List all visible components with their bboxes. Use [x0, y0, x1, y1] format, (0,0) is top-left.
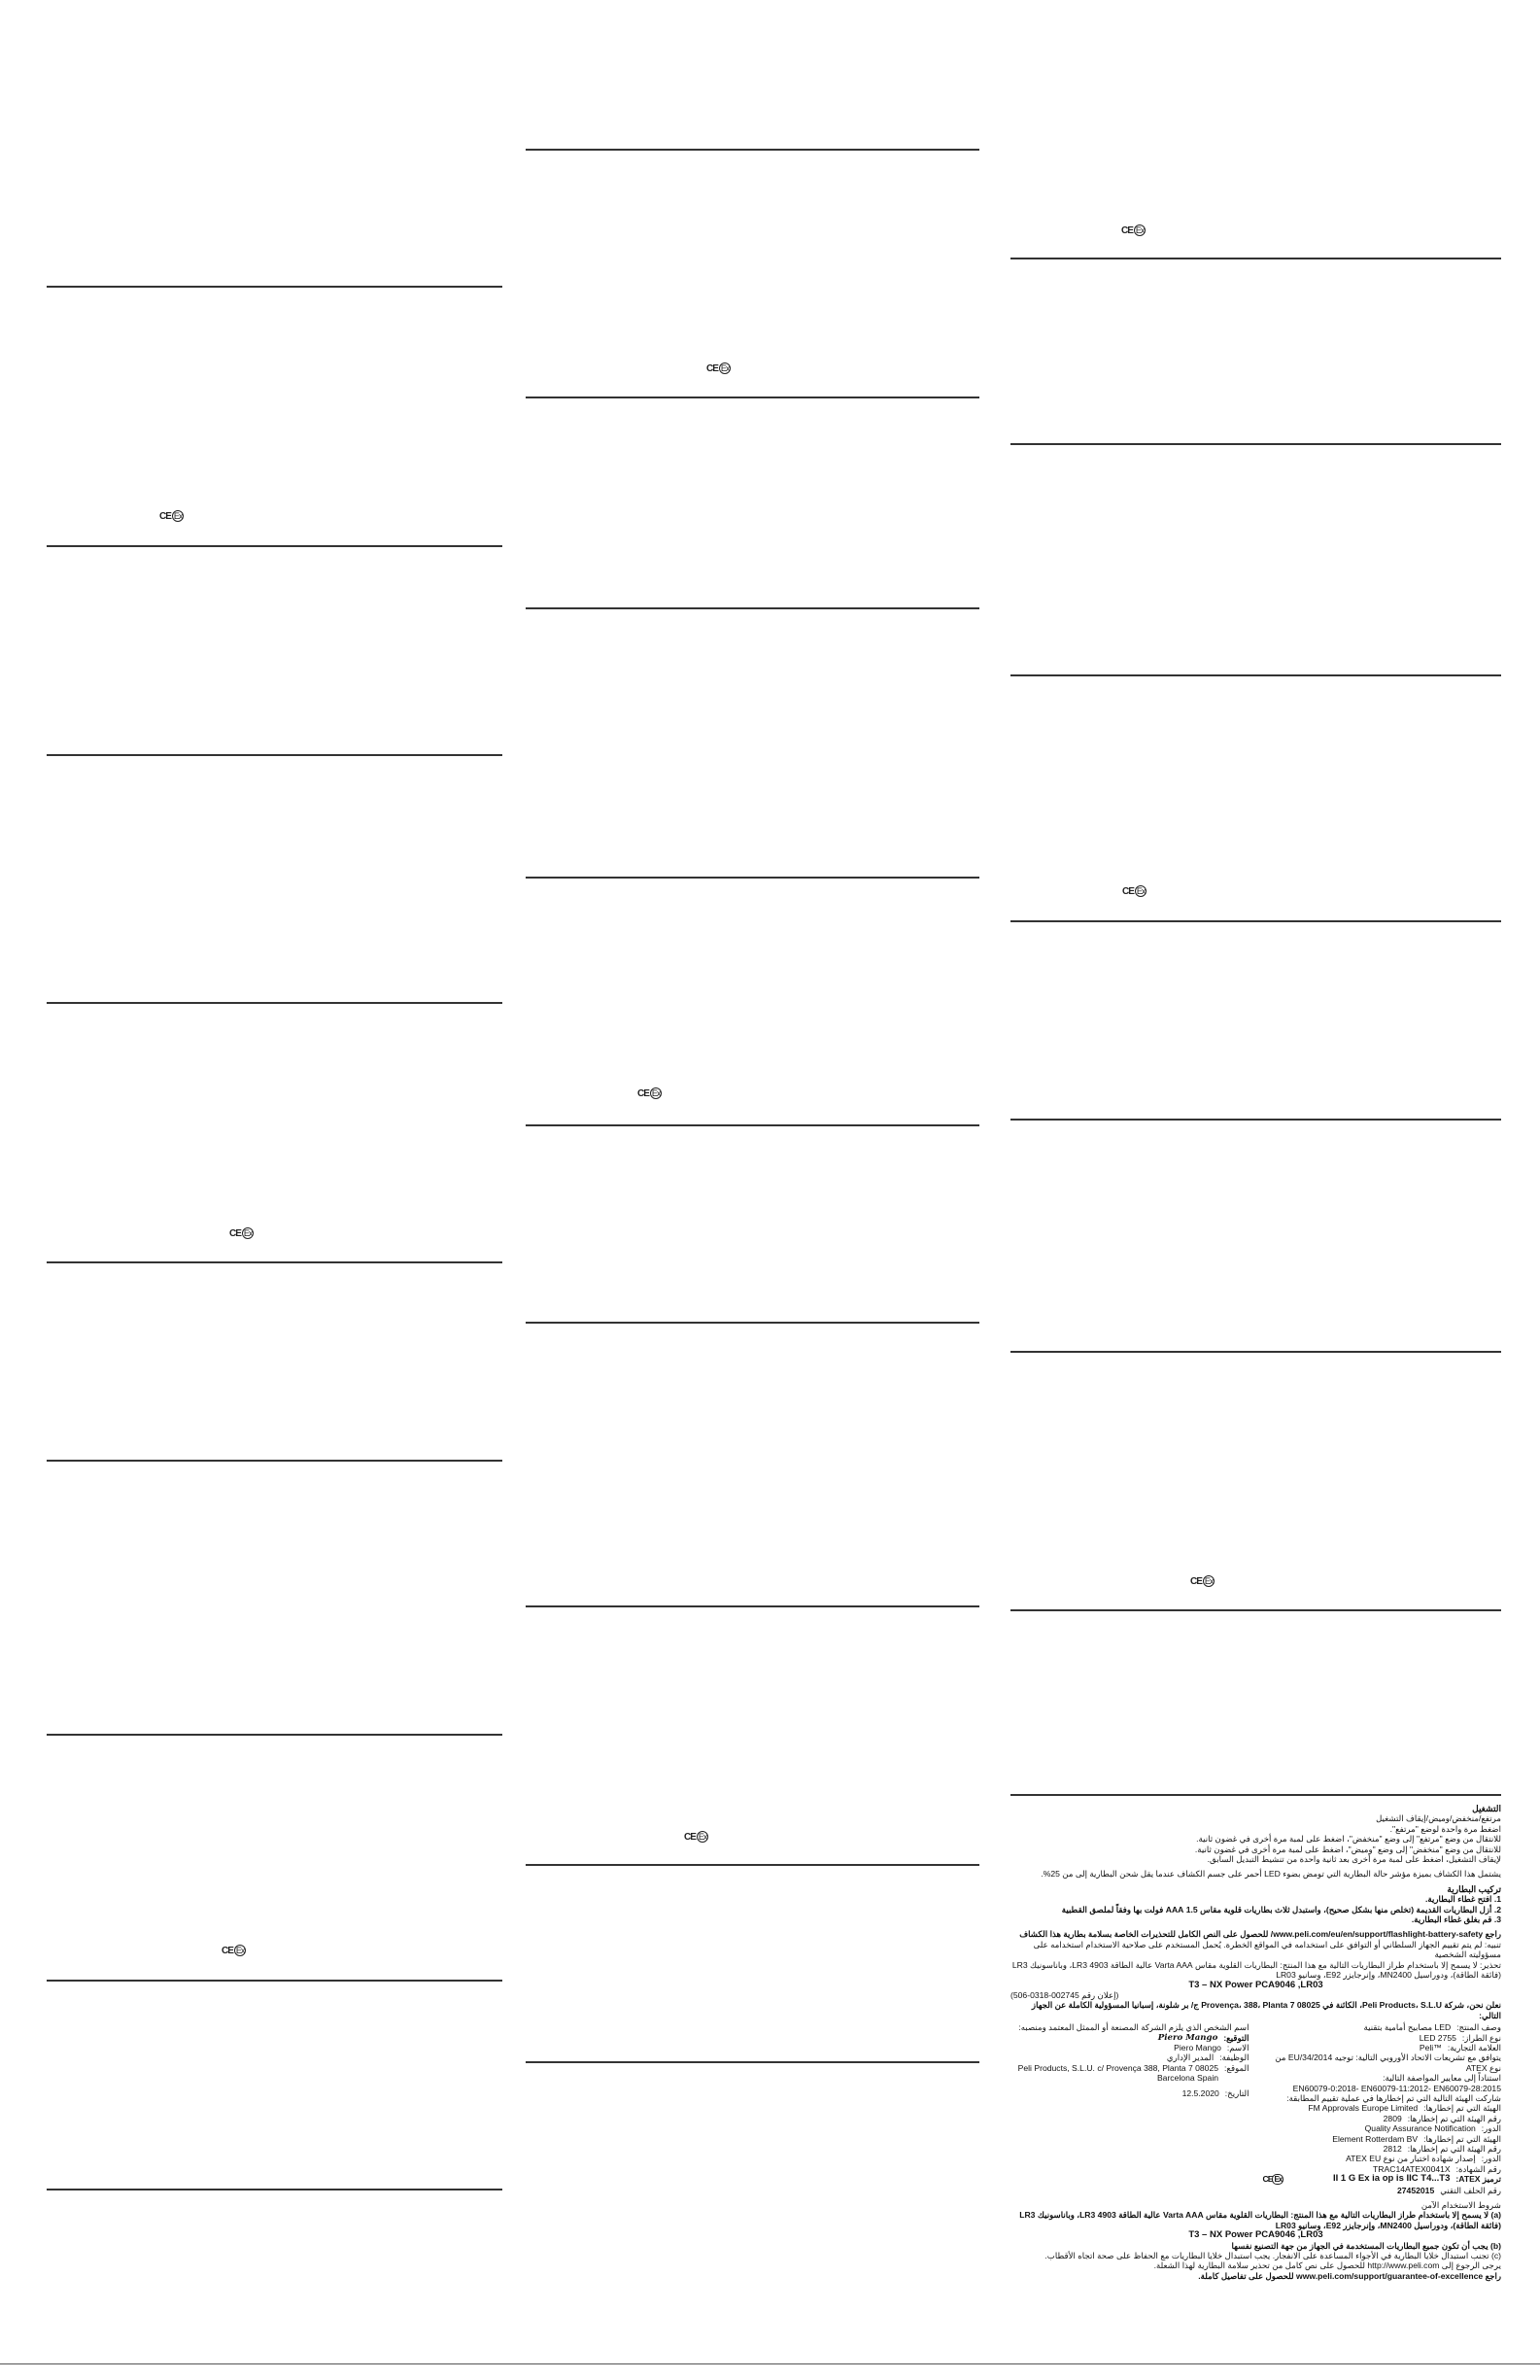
section-divider [47, 1734, 502, 1736]
decl-field: التوقيع: Piero Mango [1010, 2033, 1249, 2043]
ce-ex-mark: CE Ex [229, 1228, 253, 1239]
warning-models: T3 – NX Power PCA9046 ,LR03 [1188, 1979, 1323, 1990]
decl-field: رقم الهيئة التي تم إخطارها: 2809 [1383, 2113, 1501, 2123]
section-divider [526, 2061, 979, 2063]
decl-field: وصف المنتج: مصابيح أمامية بتقنية LED [1363, 2022, 1501, 2033]
signature: Piero Mango [1157, 2032, 1218, 2043]
operation-line: لإيقاف التشغيل، اضغط على لمبة مرة أخرى بعد ثانية واحدة من تنشيط التبديل السابق. [1207, 1854, 1501, 1865]
ce-ex-mark: CE Ex [1122, 886, 1146, 897]
signatory-intro: اسم الشخص الذي يلزم الشركة المصنعة أو الممثل المعتمد ومنصبه: [1018, 2022, 1249, 2033]
install-step: 2. أزل البطاريات القديمة (تخلص منها بشكل صحيح)، واستبدل ثلاث بطاريات قلوية مقاس 1.5 AAA فولت بها وفقاً لملصق القطبية [1061, 1904, 1501, 1914]
declaration-intro: نعلن نحن، شركة Peli Products، S.L.U، الكائنة في 08025 Provença، 388، Planta 7 ج/ بر شلونة، إسبانيا المسؤولية الكاملة عن الجهاز التالي: [1031, 2000, 1501, 2020]
ce-ex-mark: CE Ex [706, 363, 730, 374]
ce-ex-mark: CE Ex [684, 1832, 707, 1843]
section-divider [526, 1605, 979, 1607]
conditions-title: شروط الاستخدام الآمن [1420, 2200, 1501, 2211]
decl-field: التاريخ: 12.5.2020 [1181, 2087, 1249, 2098]
section-divider [1010, 1609, 1501, 1611]
section-divider [47, 754, 502, 756]
safety-reference-2: يرجى الرجوع إلى http://www.peli.com للحصول على نص كامل من تحذير سلامة البطارية لهذا الشعلة. [1153, 2260, 1501, 2271]
declaration-signatory-column [1010, 2022, 1249, 2195]
section-divider [1010, 1351, 1501, 1353]
safety-reference: راجع www.peli.com/eu/en/support/flashlight-battery-safety/ للحصول على النص الكامل للتحذيرات الخاصة بسلامة بطارية هذا الكشاف [1019, 1929, 1501, 1940]
section-divider [526, 397, 979, 398]
standards-list: EN60079-0:2018- EN60079-11:2012- EN60079-28:2015 [1292, 2083, 1501, 2093]
guarantee-reference: راجع www.peli.com/support/guarantee-of-excellence للحصول على تفاصيل كاملة. [1198, 2270, 1501, 2281]
install-step: 3. قم بغلق غطاء البطارية. [1411, 1914, 1501, 1925]
decl-field: رقم الهيئة التي تم إخطارها: 2812 [1383, 2144, 1501, 2154]
condition-c: (c) تجنب استبدال خلايا البطارية في الأجواء المساعدة على الانفجار. يجب استبدال خلايا البطاريات مع الحفاظ على صحة اتجاه الأقطاب. [1044, 2251, 1501, 2261]
install-step: 1. افتح غطاء البطارية. [1425, 1894, 1501, 1905]
atex-code-row: ترميز ATEX: II 1 G Ex ia op is IIC T4...T3 CE Ex [1262, 2173, 1501, 2185]
battery-indicator-text: يشتمل هذا الكشاف بميزة مؤشر حالة البطارية التي تومض بضوء LED أحمر على جسم الكشاف عندما يقل شحن البطارية إلى من 25%. [1041, 1869, 1501, 1880]
decl-field: الدور: Quality Assurance Notification [1364, 2123, 1501, 2134]
operation-line: للانتقال من وضع "مرتفع" إلى وضع "منخفض"، اضغط على لمبة مرة أخرى في غضون ثانية. [1196, 1834, 1501, 1845]
operation-line: اضغط مرة واحدة لوضع "مرتفع". [1389, 1823, 1501, 1834]
decl-field: الوظيفة: المدير الإداري [1166, 2052, 1249, 2063]
section-divider [47, 1980, 502, 1982]
ce-ex-mark: CE Ex [222, 1946, 245, 1956]
decl-field: الهيئة التي تم إخطارها: FM Approvals Europe Limited [1308, 2103, 1501, 2114]
decl-field: الدور: إصدار شهادة اختبار من نوع ATEX EU [1346, 2154, 1501, 2164]
operation-sequence: مرتفع/منخفض/وميض/إيقاف التشغيل [1376, 1813, 1501, 1824]
declaration-table [1010, 2022, 1501, 2195]
section-divider [47, 1002, 502, 1004]
section-divider [1010, 674, 1501, 676]
section-divider [1010, 1794, 1501, 1796]
notified-intro: شاركت الهيئة التالية التي تم إخطارها في عملية تقييم المطابقة: [1286, 2092, 1501, 2103]
section-divider [47, 1460, 502, 1462]
section-divider [1010, 1119, 1501, 1121]
condition-b: (b) يجب أن تكون جميع البطاريات المستخدمة في الجهاز من جهة التصنيع نفسها [1231, 2240, 1501, 2251]
ce-ex-mark: CE Ex [637, 1088, 661, 1099]
section-divider [526, 877, 979, 879]
section-divider [1010, 443, 1501, 445]
decl-field: رقم الشهادة: TRAC14ATEX0041X [1373, 2163, 1501, 2174]
decl-field: نوع الطراز: LED 2755 [1419, 2032, 1501, 2043]
section-divider [47, 2189, 502, 2190]
conformity-text: يتوافق مع تشريعات الاتحاد الأوروبي التالية: توجيه EU/34/2014 من نوع ATEX [1275, 2052, 1501, 2073]
ce-ex-mark: CE Ex [1262, 2174, 1283, 2185]
ce-ex-mark: CE Ex [1190, 1576, 1214, 1587]
declaration-product-column [1263, 2022, 1502, 2195]
operation-title: التشغيل [1472, 1804, 1501, 1813]
ce-ex-mark: CE Ex [1121, 225, 1145, 236]
decl-field: الموقع: Peli Products, S.L.U. c/ Provença 388, Planta 7 08025 Barcelona Spain [1017, 2062, 1249, 2084]
condition-a: (a) لا يسمح إلا باستخدام طراز البطاريات التالية مع هذا المنتج: البطاريات القلوية مقاس Varta AAA عالية الطاقة LR3 4903، وباناسونيك LR3 (فائقة الطاقة)، ودوراسيل MN2400، وإنرجايزر E92، وسانيو LR03 [1019, 2210, 1501, 2230]
decl-field: العلامة التجارية: Peli™ [1419, 2042, 1501, 2052]
section-divider [1010, 258, 1501, 259]
standards-intro: استناداً إلى معايير المواصفة التالية: [1383, 2073, 1501, 2084]
ce-ex-mark: CE Ex [159, 511, 183, 522]
declaration-number: (إعلان رقم 002745-0318-506) [1010, 1989, 1119, 2000]
section-divider [526, 1864, 979, 1866]
arabic-instructions [1010, 1804, 1501, 2281]
decl-field: رقم الحلف التقني 27452015 [1397, 2185, 1501, 2195]
section-divider [1010, 920, 1501, 922]
section-divider [526, 607, 979, 609]
section-divider [526, 149, 979, 151]
decl-field: الاسم: Piero Mango [1174, 2042, 1249, 2052]
page-bottom-rule [0, 2363, 1540, 2364]
section-divider [47, 545, 502, 547]
section-divider [526, 1124, 979, 1126]
section-divider [47, 1261, 502, 1263]
notice-text: تنبيه: لم يتم تقييم الجهاز السلطاني أو التوافق على استخدامه في المواقع الخطرة. يُحمل المستخدم على صلاحية الاستخدام استخدامه على مسؤوليته الشخصية [1033, 1939, 1501, 1960]
decl-field: الهيئة التي تم إخطارها: Element Rotterdam BV [1332, 2133, 1501, 2144]
section-divider [47, 286, 502, 288]
install-title: تركيب البطارية [1447, 1883, 1501, 1894]
warning-text: تحذير: لا يسمح إلا باستخدام طراز البطاريات التالية مع هذا المنتج: البطاريات القلوية مقاس Varta AAA عالية الطاقة LR3 4903، وباناسونيك LR3 (فائقة الطاقة)، ودوراسيل MN2400، وإنرجايزر E92، وسانيو LR03 [1011, 1959, 1501, 1981]
section-divider [526, 1322, 979, 1324]
operation-line: للانتقال من وضع "منخفض" إلى وضع "وميض"، اضغط على لمبة مرة أخرى في غضون ثانية. [1194, 1844, 1501, 1854]
condition-a-models: T3 – NX Power PCA9046 ,LR03 [1188, 2229, 1323, 2241]
